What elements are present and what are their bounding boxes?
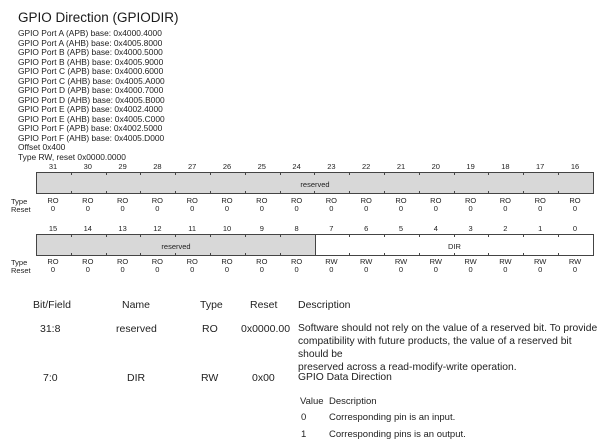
type-reset-line: Type RW, reset 0x0000.0000 [18,151,126,162]
header-type: Type [200,299,223,311]
bit-number: 19 [466,162,475,171]
bit-divider-tick [558,234,559,237]
bit-divider-tick [314,191,315,194]
bit-type: RW [325,257,338,266]
bit-divider-tick [349,253,350,256]
bit-number: 14 [83,224,92,233]
bit-type: RO [325,196,338,205]
bit-divider-tick [349,172,350,175]
bit-number: 7 [329,224,334,233]
bit-reset: 0 [50,265,56,274]
row-description: GPIO Data Direction [298,372,392,383]
bit-reset: 0 [364,265,369,274]
bit-reset: 0 [329,204,334,213]
bit-number: 25 [257,162,266,171]
bit-divider-tick [384,191,385,194]
bit-number: 28 [153,162,162,171]
bit-type: RO [82,257,94,266]
bit-divider-tick [140,191,141,194]
row-description [298,322,603,374]
bit-reset: 0 [503,204,508,213]
bit-divider-tick [140,234,141,237]
register-title: GPIO Direction (GPIODIR) [18,10,179,25]
bit-divider-tick [280,191,281,194]
type-row-label: Type [11,197,28,206]
bit-number: 9 [259,224,264,233]
bit-type: RW [499,257,512,266]
address-line: GPIO Port B (AHB) base: 0x4005.9000 [18,56,164,67]
bit-number: 31 [48,162,58,171]
bit-divider-tick [419,234,420,237]
bit-type: RO [290,196,303,205]
bit-number: 22 [362,162,371,171]
bit-reset: 0 [329,265,334,274]
bit-divider-tick [349,191,350,194]
bit-number: 3 [468,224,473,233]
bit-reset: 0 [503,265,508,274]
subtable-description-header: Description [329,396,377,407]
bit-divider-tick [175,191,176,194]
row-type: RO [202,323,218,335]
bit-type: RO [151,196,164,205]
bit-type: RO [221,196,233,205]
bit-reset: 0 [259,265,264,274]
bit-type: RO [534,196,546,205]
bit-number: 5 [398,224,404,233]
address-line: GPIO Port D (AHB) base: 0x4005.B000 [18,94,165,105]
bit-divider-tick [106,191,107,194]
bit-divider-tick [349,234,350,237]
bit-number: 17 [536,162,545,171]
bit-divider-tick [245,253,246,256]
bit-type: RO [47,196,59,205]
bit-divider-tick [314,172,315,175]
address-line: GPIO Port C (AHB) base: 0x4005.A000 [18,75,165,86]
bit-reset: 0 [572,265,578,274]
header-reset: Reset [250,299,278,311]
bit-type: RO [151,257,164,266]
bit-divider-tick [280,234,281,237]
address-line: GPIO Port F (AHB) base: 0x4005.D000 [18,132,165,143]
bit-number: 1 [538,224,543,233]
bit-reset: 0 [120,265,125,274]
address-line: GPIO Port A (APB) base: 0x4000.4000 [18,28,162,38]
bit-divider-tick [210,191,211,194]
bit-reset: 0 [259,204,264,213]
address-line: GPIO Port F (APB) base: 0x4002.5000 [18,123,163,133]
bit-type: RO [256,196,268,205]
bit-divider-tick [419,253,420,256]
description-line: preserved across a read-modify-write operation. [298,362,517,373]
bit-type: RO [569,196,581,205]
bit-divider-tick [488,253,489,256]
bit-divider-tick [140,172,141,175]
bit-number: 4 [433,224,438,233]
row-bitfield: 31:8 [40,323,61,335]
address-line: GPIO Port C (APB) base: 0x4000.6000 [18,66,164,76]
bit-reset: 0 [468,265,473,274]
bit-reset: 0 [433,204,438,213]
row-bitfield: 7:0 [43,372,58,384]
bit-divider-tick [454,234,455,237]
address-line: GPIO Port D (APB) base: 0x4000.7000 [18,85,164,95]
reset-row-label: Reset [11,266,31,275]
bit-divider-tick [175,253,176,256]
bit-number: 15 [48,224,58,233]
bit-type: RW [464,257,477,266]
bit-divider-tick [71,191,72,194]
bit-number: 2 [503,224,508,233]
bit-divider-tick [558,253,559,256]
bit-reset: 0 [190,204,195,213]
dir-field-label: DIR [448,242,461,251]
bit-type: RO [256,257,268,266]
subtable-description: Corresponding pin is an input. [329,412,456,423]
row-reset: 0x00 [252,372,275,384]
bit-reset: 0 [538,204,543,213]
bit-type: RW [429,257,442,266]
bit-number: 23 [327,162,336,171]
lower-reserved-label: reserved [161,242,191,251]
bit-type: RO [464,196,477,205]
row-reset: 0x0000.00 [241,323,291,335]
address-line: GPIO Port A (AHB) base: 0x4005.8000 [18,37,163,48]
bit-number: 6 [364,224,369,233]
bit-reset: 0 [85,204,90,213]
bit-divider-tick [210,172,211,175]
bit-divider-tick [71,253,72,256]
row-name: reserved [116,323,157,335]
bit-reset: 0 [572,204,578,213]
bit-divider-tick [175,234,176,237]
bit-reset: 0 [155,204,160,213]
bit-divider-tick [419,191,420,194]
offset-line: Offset 0x400 [18,142,66,152]
bit-reset: 0 [50,204,56,213]
bit-number: 30 [83,162,92,171]
bit-divider-tick [106,172,107,175]
bit-divider-tick [558,191,559,194]
bit-divider-tick [488,172,489,175]
bit-number: 0 [572,224,578,233]
bit-reset: 0 [398,265,404,274]
bit-reset: 0 [224,265,230,274]
bit-type: RO [186,257,198,266]
description-line: compatibility with future products, the value of a reserved bit should be [298,336,572,360]
bit-divider-tick [384,172,385,175]
bit-reset: 0 [85,265,90,274]
bit-divider-tick [245,191,246,194]
bit-type: RW [568,257,582,266]
bit-divider-tick [245,172,246,175]
bit-reset: 0 [294,265,299,274]
bit-type: RO [360,196,372,205]
bit-reset: 0 [398,204,404,213]
bit-divider-tick [454,253,455,256]
description-line: Software should not rely on the value of a reserved bit. To provide [298,323,598,334]
bit-reset: 0 [538,265,543,274]
upper-reserved-label: reserved [300,180,330,189]
bit-number: 29 [118,162,127,171]
bit-divider-tick [454,172,455,175]
address-line: GPIO Port E (AHB) base: 0x4005.C000 [18,113,165,124]
bit-number: 27 [188,162,197,171]
bit-number: 26 [222,162,232,171]
bit-reset: 0 [294,204,299,213]
bit-number: 11 [188,224,197,233]
row-type: RW [201,372,219,384]
subtable-value: 1 [301,429,307,440]
bit-divider-tick [384,253,385,256]
bit-number: 24 [292,162,301,171]
bit-type: RO [82,196,94,205]
bit-type: RO [395,196,407,205]
bit-reset: 0 [364,204,369,213]
bit-divider-tick [419,172,420,175]
bit-reset: 0 [224,204,230,213]
bit-type: RO [290,257,303,266]
bit-type: RO [116,196,129,205]
bit-reset: 0 [120,204,125,213]
bit-divider-tick [245,234,246,237]
bit-divider-tick [210,234,211,237]
address-line: GPIO Port B (APB) base: 0x4000.5000 [18,47,163,57]
reset-row-label: Reset [11,205,31,214]
bit-number: 18 [501,162,510,171]
bit-divider-tick [280,253,281,256]
bit-type: RO [221,257,233,266]
bit-reset: 0 [433,265,438,274]
bit-divider-tick [280,172,281,175]
bit-reset: 0 [468,204,473,213]
bit-divider-tick [71,234,72,237]
bit-divider-tick [488,191,489,194]
bit-divider-tick [106,234,107,237]
bit-divider-tick [558,172,559,175]
subtable-value: 0 [301,412,307,423]
bit-type: RW [360,257,373,266]
bit-divider-tick [523,253,524,256]
bit-reset: 0 [190,265,195,274]
header-bitfield: Bit/Field [33,299,71,311]
bit-type: RW [394,257,408,266]
bit-number: 20 [431,162,440,171]
bit-divider-tick [210,253,211,256]
bit-divider-tick [523,234,524,237]
bit-divider-tick [523,191,524,194]
bit-type: RO [186,196,198,205]
subtable-description: Corresponding pins is an output. [329,429,466,440]
bit-number: 21 [396,162,406,171]
bit-divider-tick [140,253,141,256]
bit-number: 10 [222,224,232,233]
bit-type: RO [499,196,512,205]
bit-divider-tick [454,191,455,194]
address-line: GPIO Port E (APB) base: 0x4002.4000 [18,104,163,114]
bit-divider-tick [488,234,489,237]
bit-number: 16 [570,162,580,171]
subtable-value-header: Value [300,396,324,407]
type-row-label: Type [11,258,28,267]
bit-number: 12 [153,224,162,233]
bit-divider-tick [523,172,524,175]
bit-divider-tick [384,234,385,237]
bit-divider-tick [71,172,72,175]
bit-type: RW [534,257,547,266]
bit-type: RO [47,257,59,266]
bit-reset: 0 [155,265,160,274]
header-description: Description [298,299,351,311]
bit-divider-tick [175,172,176,175]
bit-number: 8 [294,224,299,233]
row-name: DIR [127,372,146,384]
bit-divider-tick [106,253,107,256]
bit-type: RO [430,196,442,205]
header-name: Name [122,299,151,311]
bit-number: 13 [118,224,127,233]
bit-type: RO [116,257,129,266]
